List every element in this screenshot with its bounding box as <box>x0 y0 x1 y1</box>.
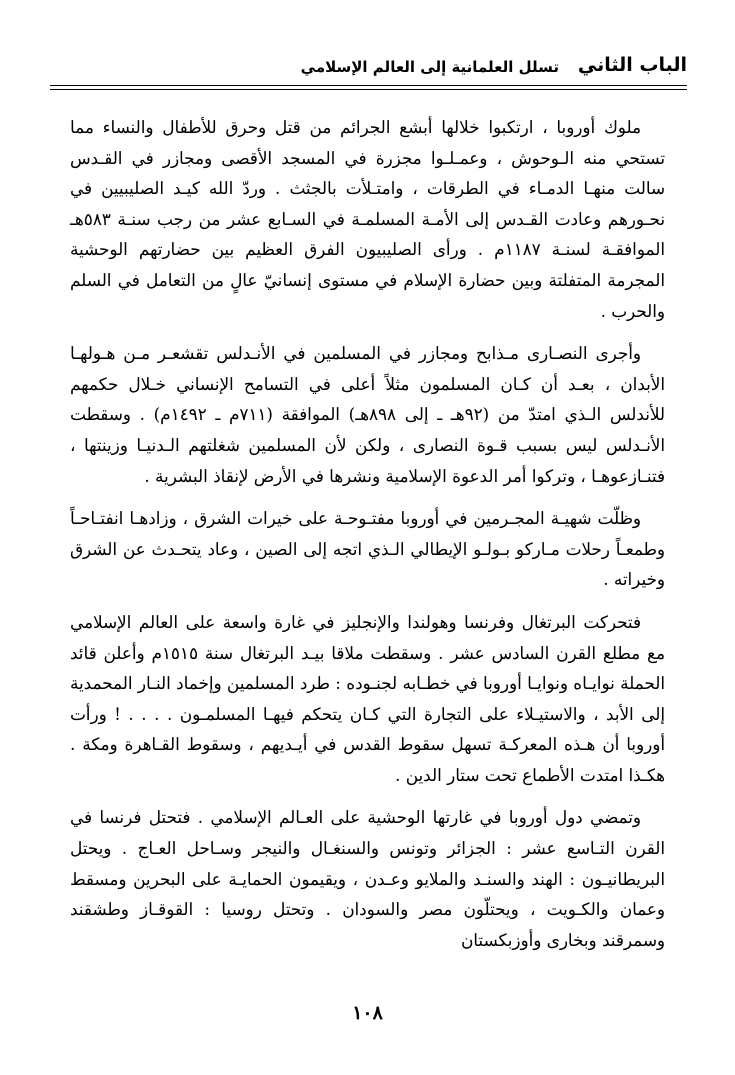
page-header <box>50 48 687 88</box>
book-title: تسلل العلمانية إلى العالم الإسلامي <box>300 58 559 76</box>
header-rule-thick <box>50 89 687 90</box>
paragraph: وظلّت شهيـة المجـرمين في أوروبا مفتـوحـة على خيرات الشرق ، وزادهـا انفتـاحـاً وطمعـاً رحلات مـاركو بـولـو الإيطالي الـذي اتجه إلى الصين ، وعاد يتحـدث عن الشرق وخيراته . <box>70 508 665 590</box>
paragraph: وأجرى النصـارى مـذابح ومجازر في المسلمين في الأنـدلس تقشعـر مـن هـولهـا الأبدان ، بعـد أن كـان المسلمون مثلاً أعلى في التسامح الإنساني خـلال حكمهم للأندلس الـذي امتدّ من (٩٢هـ ـ إلى ٨٩٨هـ) الموافقة (٧١١م ـ ١٤٩٢م) . وسقطت الأنـدلس ليس بسبب قـوة النصارى ، ولكن لأن المسلمين شغلتهم الـدنيـا وزينتها ، فتنـازعوهـا ، وتركوا أمر الدعوة الإسلامية ونشرها في الأرض لإنقاذ البشرية . <box>70 343 665 486</box>
paragraph: ملوك أوروبا ، ارتكبوا خلالها أبشع الجرائم من قتل وحرق للأطفال والنساء مما تستحي منه الـوحوش ، وعمـلـوا مجزرة في المسجد الأقصى ومجازر في القـدس سالت منهـا الدمـاء في الطرقات ، وامتـلأت بالجثث . وردّ الله كيـد الصليبيين في نحـورهم وعادت القـدس إلى الأمـة المسلمـة في السـابع عشر من رجب سنـة ٥٨٣هـ الموافقـة لسنـة ١١٨٧م . ورأى الصليبيون الفرق العظيم بين حضارتهم الوحشية المجرمة المتفلتة وبين حضارة الإسلام في مستوى إنسانيّ عالٍ من التعامل في السلم والحرب . <box>70 117 665 321</box>
paragraph: فتحركت البرتغال وفرنسا وهولندا والإنجليز في غارة واسعة على العالم الإسلامي مع مطلع القرن السادس عشر . وسقطت ملاقا بيـد البرتغال سنة ١٥١٥م وأعلن قائد الحملة نوايـاه ونوايـا أوروبا في خطـابه لجنـوده : طرد المسلمين وإخماد النـار المحمدية إلى الأبد ، والاستيـلاء على التجارة التي كـان يتحكم فيهـا المسلمـون . . . . ! ورأت أوروبا أن هـذه المعركـة تسهل سقوط القدس في أيـديهم ، وسقوط القـاهرة ومكة . هكـذا امتدت الأطماع تحت ستار الدين . <box>70 611 665 785</box>
paragraph: وتمضي دول أوروبا في غارتها الوحشية على العـالم الإسلامي . فتحتل فرنسا في القرن التـاسع عشر : الجزائر وتونس والسنغـال والنيجر وسـاحل العـاج . ويحتل البريطانيـون : الهند والسنـد والملايو وعـدن ، ويقيمون الحمايـة على البحرين ومسقط وعمان والكـويت ، ويحتلّون مصر والسودان . وتحتل روسيا : القوقـاز وطشقند وسمرقند وبخارى وأوزبكستان <box>70 807 665 950</box>
body-text <box>70 112 665 967</box>
header-rule-thin <box>50 85 687 86</box>
chapter-title: الباب الثاني <box>577 54 687 76</box>
page-number: ١٠٨ <box>352 1002 383 1024</box>
